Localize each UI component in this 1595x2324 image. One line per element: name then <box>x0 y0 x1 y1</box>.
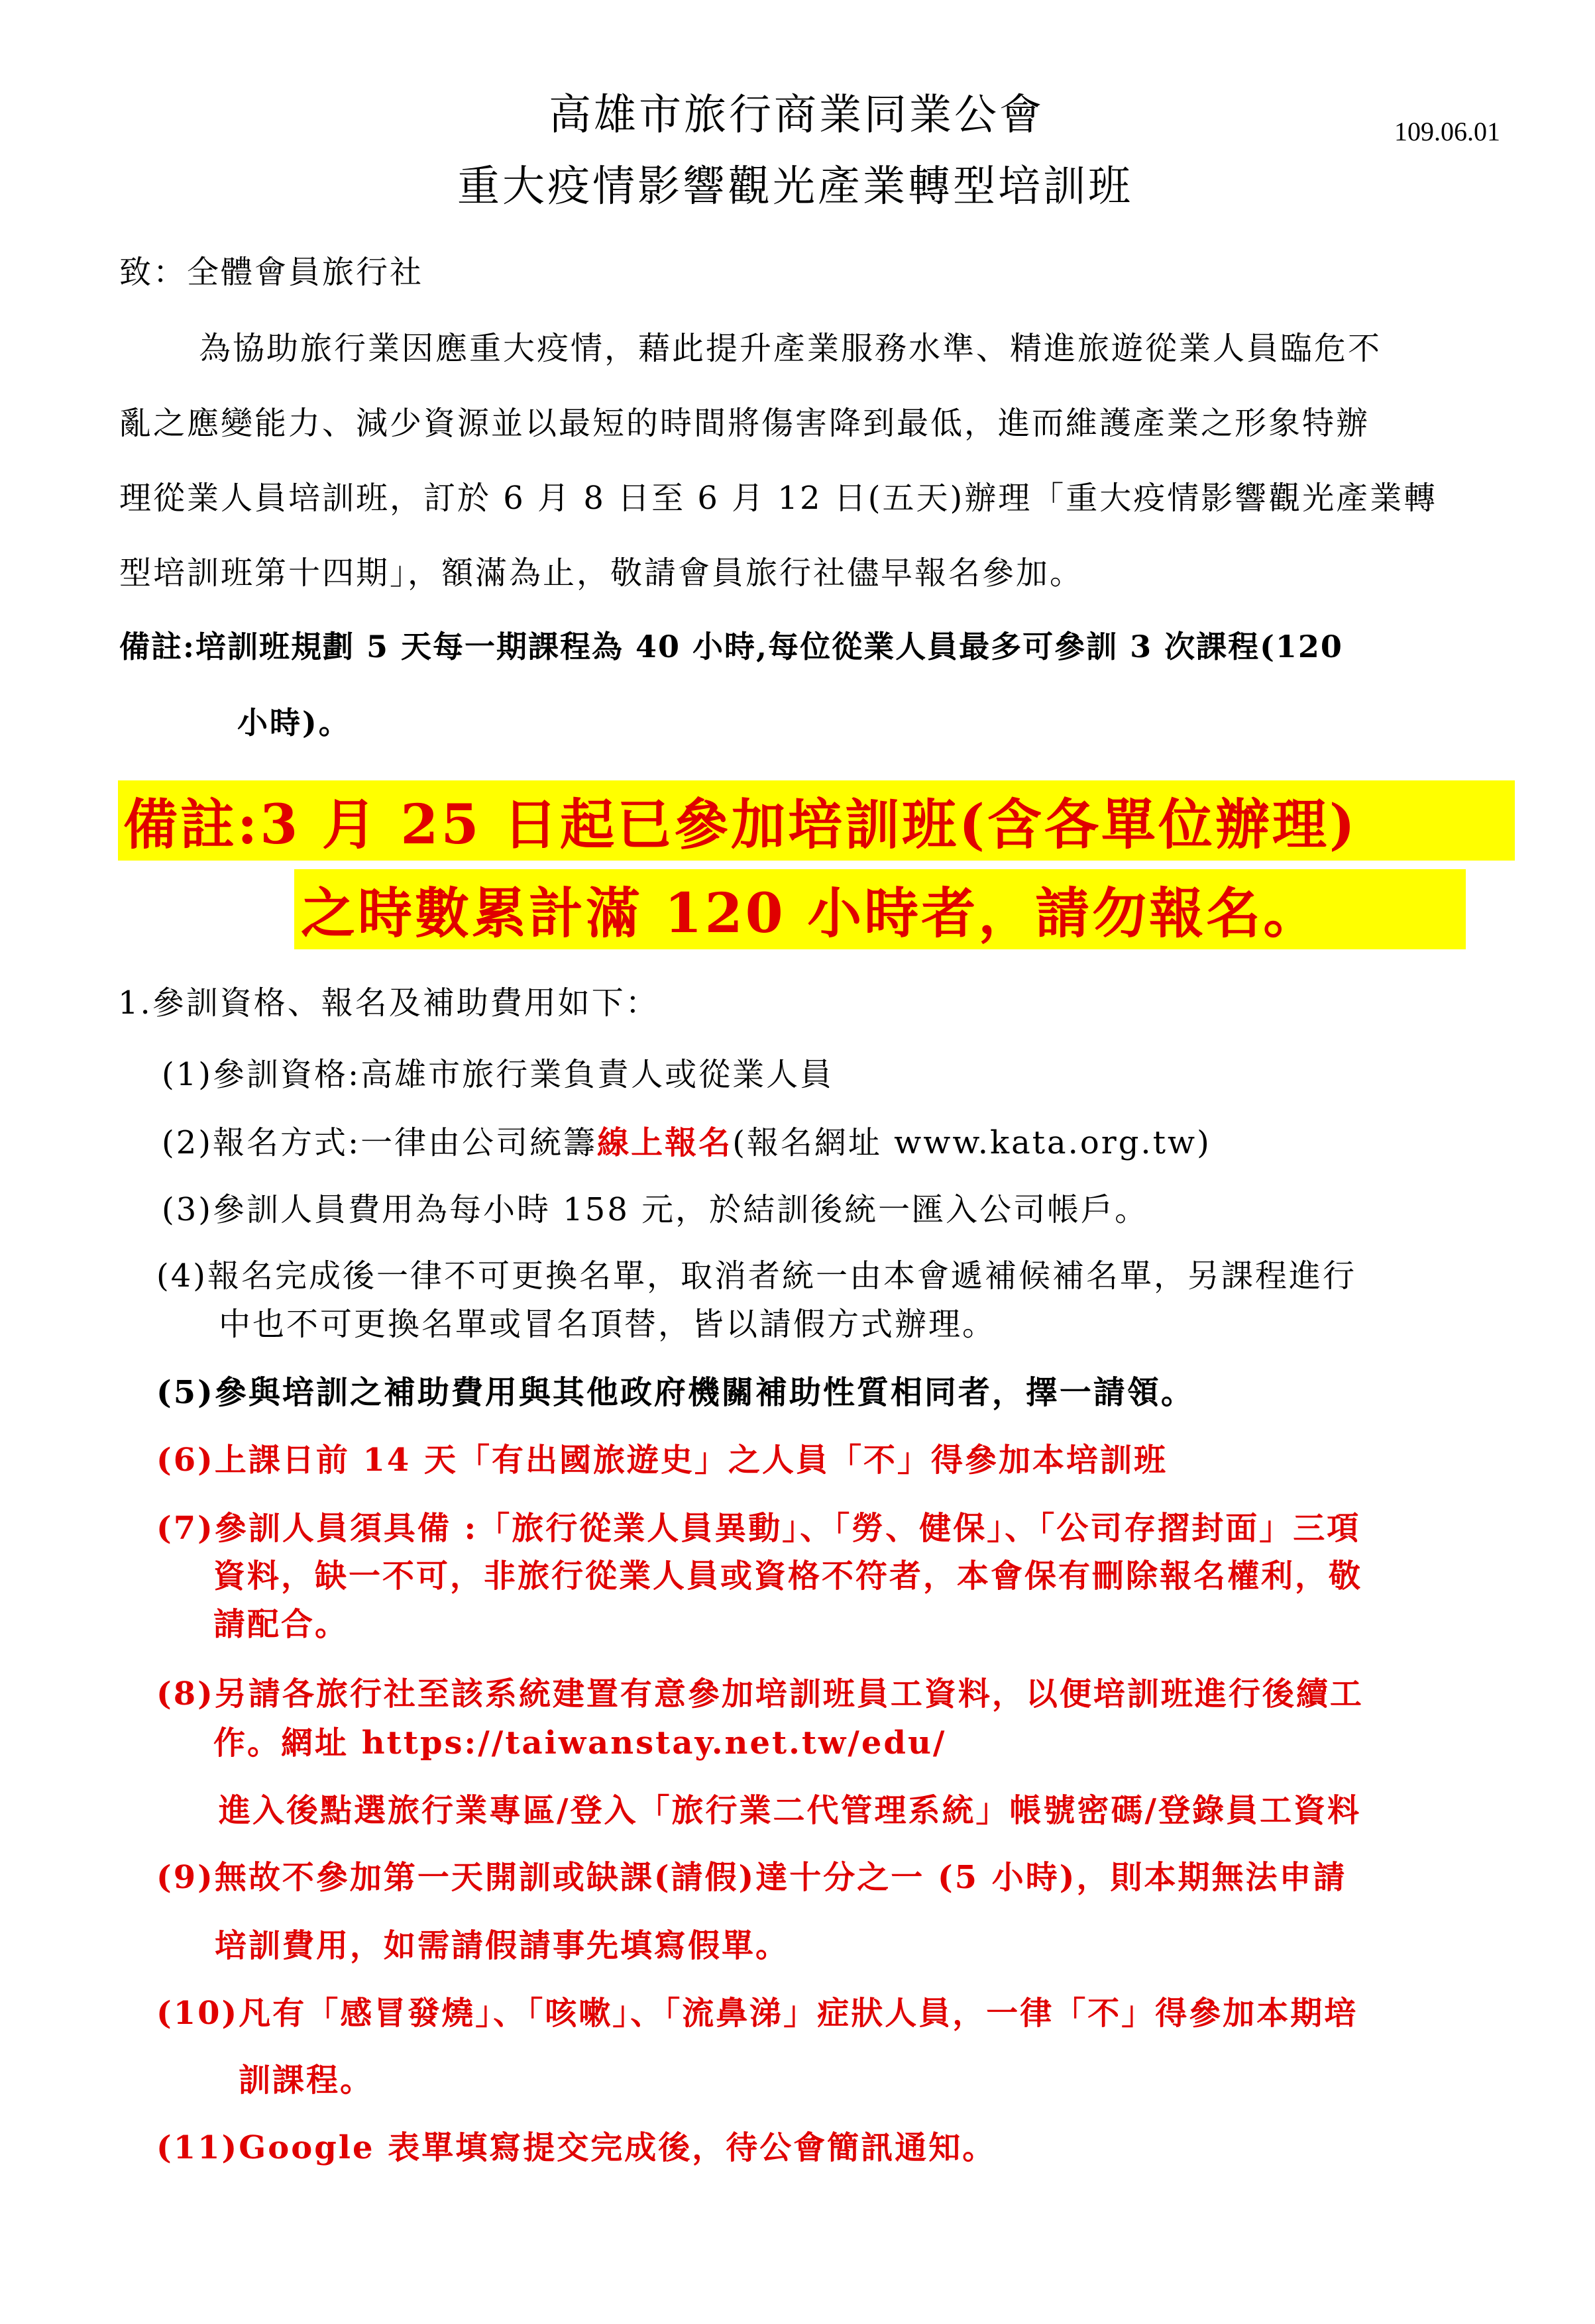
highlight-note-line2: 之時數累計滿 120 小時者，請勿報名。 <box>294 869 1466 949</box>
item-2 <box>162 1117 1211 1163</box>
document-title-line1: 高雄市旅行商業同業公會 <box>549 91 1044 140</box>
item-2-text: (2)報名方式:一律由公司統籌 <box>162 1124 598 1161</box>
note1-line2: 小時)。 <box>237 705 351 741</box>
item-5: (5)參與培訓之補助費用與其他政府機關補助性質相同者，擇一請領。 <box>156 1374 1195 1411</box>
online-registration-label: 線上報名 <box>597 1124 733 1161</box>
item-3: (3)參訓人員費用為每小時 158 元，於結訓後統一匯入公司帳戶。 <box>162 1191 1149 1228</box>
section-heading: 1.參訓資格、報名及補助費用如下： <box>118 984 659 1022</box>
item-9-line2: 培訓費用，如需請假請事先填寫假單。 <box>215 1927 790 1964</box>
item-4-line2: 中也不可更換名單或冒名頂替，皆以請假方式辦理。 <box>219 1306 997 1343</box>
item-7-line3: 請配合。 <box>213 1606 349 1643</box>
item-8-line1: (8)另請各旅行社至該系統建置有意參加培訓班員工資料，以便培訓班進行後續工 <box>156 1675 1364 1713</box>
intro-line-4: 型培訓班第十四期」，額滿為止，敬請會員旅行社儘早報名參加。 <box>119 555 1084 592</box>
item-10-line2: 訓課程。 <box>239 2062 374 2099</box>
intro-line-1: 為協助旅行業因應重大疫情，藉此提升產業服務水準、精進旅遊從業人員臨危不 <box>199 330 1382 367</box>
intro-line-3: 理從業人員培訓班，訂於 6 月 8 日至 6 月 12 日(五天)辦理「重大疫情影響觀光產業轉 <box>119 480 1438 517</box>
salutation: 致：全體會員旅行社 <box>119 254 424 291</box>
note1-line1: 備註:培訓班規劃 5 天每一期課程為 40 小時,每位從業人員最多可參訓 3 次課程(120 <box>119 629 1343 664</box>
item-9-line1: (9)無故不參加第一天開訓或缺課(請假)達十分之一 (5 小時)，則本期無法申請 <box>156 1859 1347 1896</box>
item-8-line2: 作。網址 https://taiwanstay.net.tw/edu/ <box>213 1724 947 1762</box>
item-10-line1: (10)凡有「感冒發燒」、「咳嗽」、「流鼻涕」症狀人員，一律「不」得參加本期培 <box>156 1995 1358 2032</box>
intro-line-2: 亂之應變能力、減少資源並以最短的時間將傷害降到最低，進而維護產業之形象特辦 <box>119 405 1370 442</box>
item-11: (11)Google 表單填寫提交完成後，待公會簡訊通知。 <box>156 2129 997 2166</box>
item-2-url: (報名網址 www.kata.org.tw) <box>732 1124 1211 1161</box>
item-8-line3: 進入後點選旅行業專區/登入「旅行業二代管理系統」帳號密碼/登錄員工資料 <box>219 1792 1362 1829</box>
item-4-line1: (4)報名完成後一律不可更換名單，取消者統一由本會遞補候補名單，另課程進行 <box>156 1257 1356 1294</box>
item-7-line2: 資料，缺一不可，非旅行從業人員或資格不符者，本會保有刪除報名權利，敬 <box>213 1558 1363 1595</box>
highlight-note-line1: 備註:3 月 25 日起已參加培訓班(含各單位辦理) <box>118 780 1515 861</box>
item-6: (6)上課日前 14 天「有出國旅遊史」之人員「不」得參加本培訓班 <box>156 1442 1168 1479</box>
item-7-line1: (7)參訓人員須具備 :「旅行從業人員異動」、「勞、健保」、「公司存摺封面」三項 <box>156 1510 1361 1547</box>
item-1: (1)參訓資格:高雄市旅行業負責人或從業人員 <box>162 1056 834 1093</box>
document-date: 109.06.01 <box>1394 117 1500 146</box>
document-title-line2: 重大疫情影響觀光產業轉型培訓班 <box>457 162 1133 211</box>
